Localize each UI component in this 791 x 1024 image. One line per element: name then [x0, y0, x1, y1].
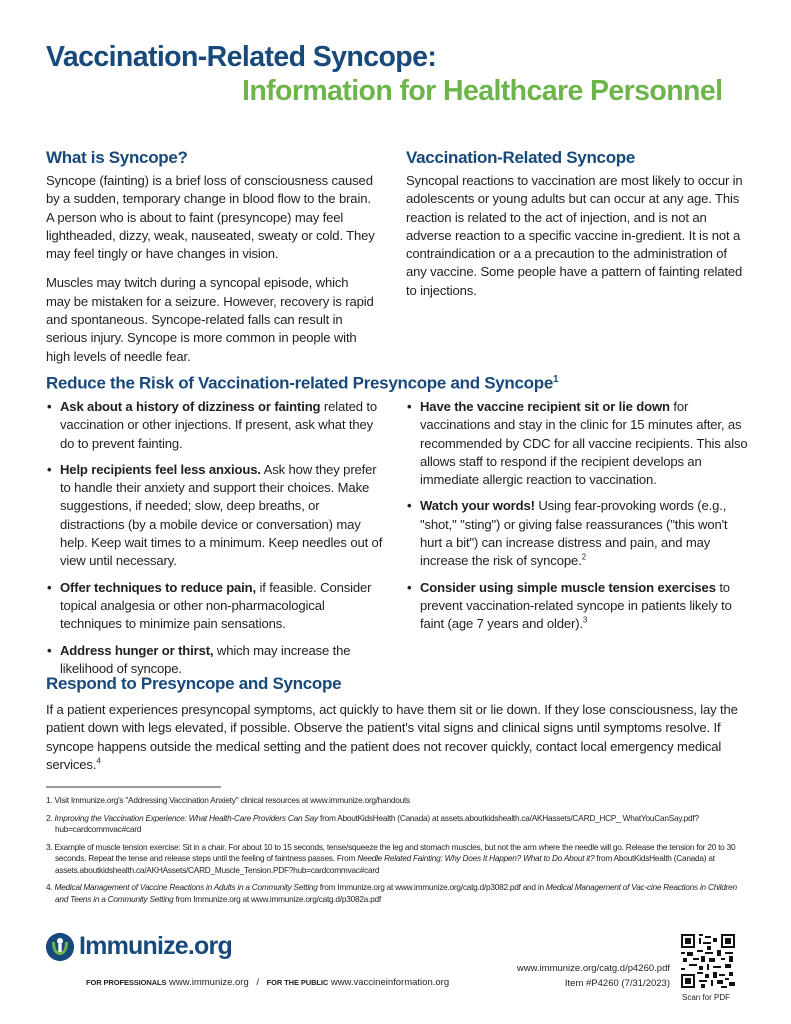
bullet-icon: •	[47, 461, 52, 477]
footnote-text: from Immunize.org at www.immunize.org/catg.d/p3082a.pdf	[173, 893, 381, 904]
section-heading: Vaccination-Related Syncope	[406, 148, 636, 167]
bullet-item	[406, 398, 751, 489]
footnotes-list	[46, 795, 746, 911]
bullet-lead: Consider using simple muscle tension exercises	[420, 579, 716, 595]
footnote-ref: 1	[552, 374, 559, 385]
footnote-item	[46, 813, 746, 836]
paragraph: Muscles may twitch during a syncopal episode, which may be mistaken for a seizure. However, recovery is rapid and spontaneous. Syncope-related falls can result in serious injury. Syncope is more common in people with high levels of needle fear.	[46, 275, 374, 364]
bullet-item	[46, 461, 386, 571]
pdf-link[interactable]: www.immunize.org/catg.d/p4260.pdf	[516, 963, 670, 974]
bullet-icon: •	[407, 579, 412, 595]
document-subtitle: Information for Healthcare Personnel	[242, 75, 723, 107]
bullet-item	[406, 497, 751, 570]
document-title: Vaccination-Related Syncope:	[46, 41, 437, 73]
footnote-text: Visit Immunize.org's "Addressing Vaccination Anxiety" clinical resources at www.immunize.org/handouts	[54, 795, 410, 805]
section-heading: What is Syncope?	[46, 148, 188, 167]
reduce-risk-heading	[46, 369, 766, 395]
qr-caption: Scan for PDF	[682, 993, 731, 1002]
footer-item-info	[517, 961, 670, 991]
footnote-ref: 4	[96, 756, 101, 766]
logo-text: Immunize.org	[79, 932, 232, 960]
document-title-block	[46, 40, 722, 108]
public-label: FOR THE PUBLIC	[266, 978, 329, 987]
bullet-text: related to vaccination or other injections. If present, ask what they do to prevent fainting.	[60, 399, 377, 451]
footnote-text: from AboutKidsHealth (Canada) at assets.aboutkidshealth.ca/AKHAssets/CARD_Muscle_Tension.PDF?hub=cardcommvac#card	[55, 853, 715, 875]
bullet-icon: •	[47, 579, 52, 595]
separator: /	[256, 977, 260, 988]
bullet-icon: •	[407, 399, 412, 414]
bullet-text: Ask how they prefer to handle their anxiety and support their choices. Make suggestions, if needed; slow, deep breaths, or distractions (by a mobile device or conversation) may help. Keep wait times to a minimum. Keep needles out of view until necessary.	[60, 461, 383, 569]
professionals-label: FOR PROFESSIONALS	[86, 978, 167, 987]
bullet-text: which may increase the likelihood of syncope.	[60, 642, 351, 676]
footnote-text: from AboutKidsHealth (Canada) at assets.aboutkidshealth.ca/AKHassets/CARD_HCP_ WhatYouCanSay.pdf?hub=cardcommvac#card	[55, 812, 699, 834]
footnote-number: 2.	[46, 812, 53, 823]
bullet-lead: Offer techniques to reduce pain,	[60, 579, 257, 595]
bullet-lead: Watch your words!	[420, 498, 535, 514]
reduce-risk-bullets-right	[406, 398, 751, 642]
footnote-ref: 2	[581, 553, 586, 563]
professionals-link[interactable]: www.immunize.org	[169, 977, 249, 988]
bullet-lead: Help recipients feel less anxious.	[60, 461, 261, 477]
item-number: Item #P4260 (7/31/2023)	[564, 978, 670, 989]
paragraph-text: If a patient experiences presyncopal symptoms, act quickly to have them sit or lie down. If they lose consciousness, lay the patient down with legs elevated, if possible. Observe the patient's vital signs and clinical signs until symptoms resolve. If syncope happens outside the medical setting and the patient does not recover quickly, contact local emergency medical services.	[46, 702, 738, 772]
bullet-text: Using fear-provoking words (e.g., "shot," "sting") or giving false reassurances ("this won't hurt a bit") can increase distress and pain, and may increase the risk of syncope.	[420, 498, 728, 569]
what-is-syncope-section	[46, 147, 376, 366]
paragraph: Syncope (fainting) is a brief loss of consciousness caused by a sudden, temporary change in blood flow to the brain. A person who is about to faint (presyncope) may feel lightheaded, dizzy, weak, nauseated, sweaty or cold. They may feel tingly or have changes in vision.	[46, 173, 375, 262]
footnote-divider	[46, 786, 221, 788]
heading-text: Reduce the Risk of Vaccination-related Presyncope and Syncope	[46, 373, 553, 393]
qr-code-icon[interactable]	[681, 934, 735, 988]
footnote-ref: 3	[582, 615, 588, 625]
reduce-risk-bullets-left	[46, 398, 386, 686]
paragraph: Syncopal reactions to vaccination are most likely to occur in adolescents or young adults but can occur at any age. This reaction is related to the act of injection, and is not an adverse reaction to a specific vaccine in-gredient. It is not a contraindication or a a precaution to the administration of any vaccine. Some people have a pattern of fainting related to injections.	[406, 173, 743, 298]
vaccination-related-syncope-section	[406, 147, 751, 300]
bullet-lead: Have the vaccine recipient sit or lie down	[420, 399, 670, 414]
footnote-title: Needle Related Fainting: Why Does It Happen? What to Do About it?	[357, 853, 595, 863]
footnote-item	[46, 882, 746, 905]
bullet-icon: •	[47, 642, 52, 658]
footnote-title: Medical Management of Vaccine Reactions in Adults in a Community Setting	[54, 882, 318, 892]
bullet-item	[46, 398, 386, 453]
section-heading: Respond to Presyncope and Syncope	[46, 674, 342, 693]
bullet-text: to prevent vaccination-related syncope in patients likely to faint (age 7 years and older).	[420, 579, 732, 632]
bullet-item	[406, 579, 751, 634]
bullet-item	[46, 579, 386, 634]
public-link[interactable]: www.vaccineinformation.org	[330, 977, 450, 988]
respond-section	[46, 673, 746, 774]
bullet-icon: •	[407, 498, 412, 514]
bullet-lead: Ask about a history of dizziness or fainting	[60, 399, 321, 414]
bullet-text: if feasible. Consider topical analgesia or other non-pharmacological techniques to minimize pain sensations.	[60, 579, 372, 632]
footnote-text: from Immunize.org at www.immunize.org/catg.d/p3082.pdf and in	[317, 882, 546, 892]
bullet-text: for vaccinations and stay in the clinic for 15 minutes after, as recommended by CDC for all vaccine recipients. This also allows staff to respond if the recipient develops an immediate allergic reaction to vaccination.	[420, 399, 748, 488]
footnote-number: 3.	[46, 841, 53, 852]
immunize-logo-icon	[46, 933, 74, 961]
paragraph	[46, 701, 746, 774]
footnote-item	[46, 795, 746, 807]
footnote-title: Medical Management of Vac-cine Reactions in Children and Teens in a Community Setting	[55, 882, 737, 904]
footnote-number: 1.	[46, 795, 53, 805]
immunize-logo[interactable]	[46, 932, 232, 961]
footnote-title: Improving the Vaccination Experience: What Health-Care Providers Can Say	[54, 812, 318, 823]
footnote-number: 4.	[46, 882, 53, 892]
footnote-text: Example of muscle tension exercise: Sit in a chair. For about 10 to 15 seconds, tense/squeeze the leg and stomach muscles, but not the arm where the needle will go. Release the tension for 20 to 30 seconds. Repeat the tense and release steps until the feeling of faintness passes. From	[54, 841, 736, 863]
footer-links	[86, 977, 449, 988]
footnote-item	[46, 842, 746, 877]
bullet-lead: Address hunger or thirst,	[60, 642, 214, 658]
bullet-icon: •	[47, 399, 52, 414]
